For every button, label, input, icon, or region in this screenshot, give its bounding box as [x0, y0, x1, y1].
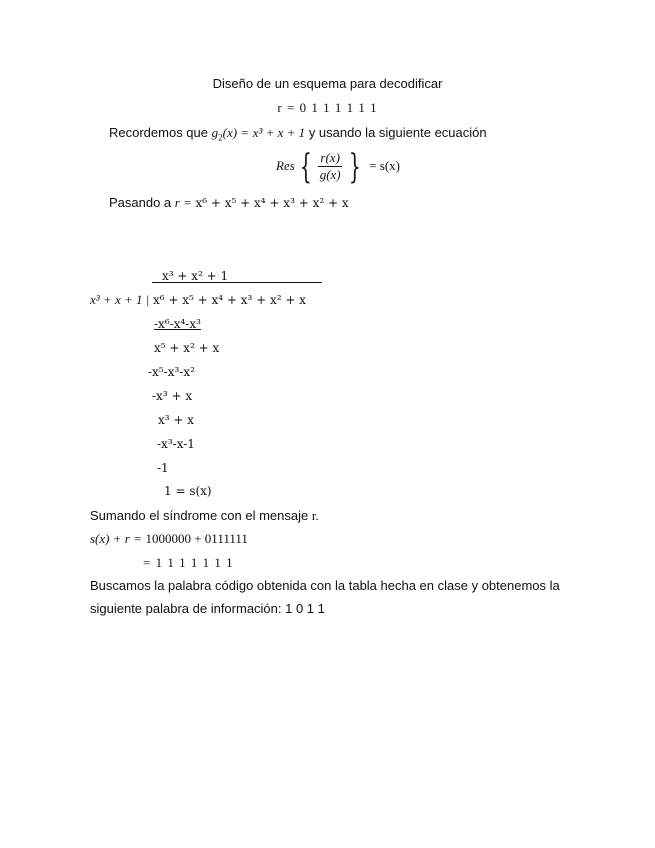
sum-rhs: 1000000 + 0111111 [145, 531, 248, 546]
division-dividend: x⁶ + x⁵ + x⁴ + x³ + x² + x [152, 293, 307, 307]
division-step-4: -x³ + x [152, 389, 193, 403]
pasando-prefix: Pasando a [109, 195, 172, 210]
pasando-variable: r = [174, 195, 192, 210]
document-title: Diseño de un esquema para decodificar [212, 76, 443, 91]
recall-prefix: Recordemos que [109, 125, 208, 140]
left-brace-icon: { [299, 146, 312, 187]
sumando-prefix: Sumando el síndrome con el mensaje [90, 508, 309, 523]
sum-equation [90, 531, 248, 547]
sumando-line [90, 508, 319, 524]
res-label: Res [276, 158, 295, 173]
division-remainder: 1 = s(x) [164, 484, 212, 498]
division-divisor: x³ + x + 1 | [90, 292, 150, 307]
residue-result: = s(x) [369, 158, 400, 173]
division-header [90, 292, 306, 308]
sum-result: = 1 1 1 1 1 1 1 [143, 555, 234, 570]
sumando-variable: r. [311, 508, 319, 523]
division-step-5: x³ + x [158, 413, 195, 427]
r-codeword-line: r = 0 1 1 1 1 1 1 [277, 100, 378, 115]
division-step-1: -x⁶-x⁴-x³ [154, 317, 201, 331]
right-brace-icon: } [348, 146, 361, 187]
conclusion-line-1: Buscamos la palabra código obtenida con la tabla hecha en clase y obtenemos la [90, 578, 560, 593]
conclusion-line-2: siguiente palabra de información: 1 0 1 1 [90, 601, 325, 616]
g-subscript: 2 [218, 132, 223, 143]
g-variable: g [211, 125, 219, 140]
fraction-denominator: g(x) [319, 167, 341, 183]
residue-fraction [318, 150, 342, 183]
residue-equation [276, 146, 400, 187]
g-argument: (x) = [222, 125, 250, 140]
division-step-6: -x³-x-1 [157, 437, 195, 451]
recall-line [109, 125, 487, 146]
division-step-3: -x⁵-x³-x² [148, 365, 195, 379]
g-polynomial: x³ + x + 1 [252, 125, 306, 140]
division-step-2: x⁵ + x² + x [154, 341, 220, 355]
division-step-7: -1 [157, 461, 169, 475]
recall-suffix: y usando la siguiente ecuación [308, 125, 487, 140]
sum-lhs: s(x) + r = [90, 531, 142, 546]
pasando-polynomial: x⁶ + x⁵ + x⁴ + x³ + x² + x [195, 196, 349, 210]
fraction-numerator: r(x) [320, 150, 340, 166]
pasando-line [109, 195, 349, 211]
division-quotient: x³ + x² + 1 [162, 269, 229, 283]
